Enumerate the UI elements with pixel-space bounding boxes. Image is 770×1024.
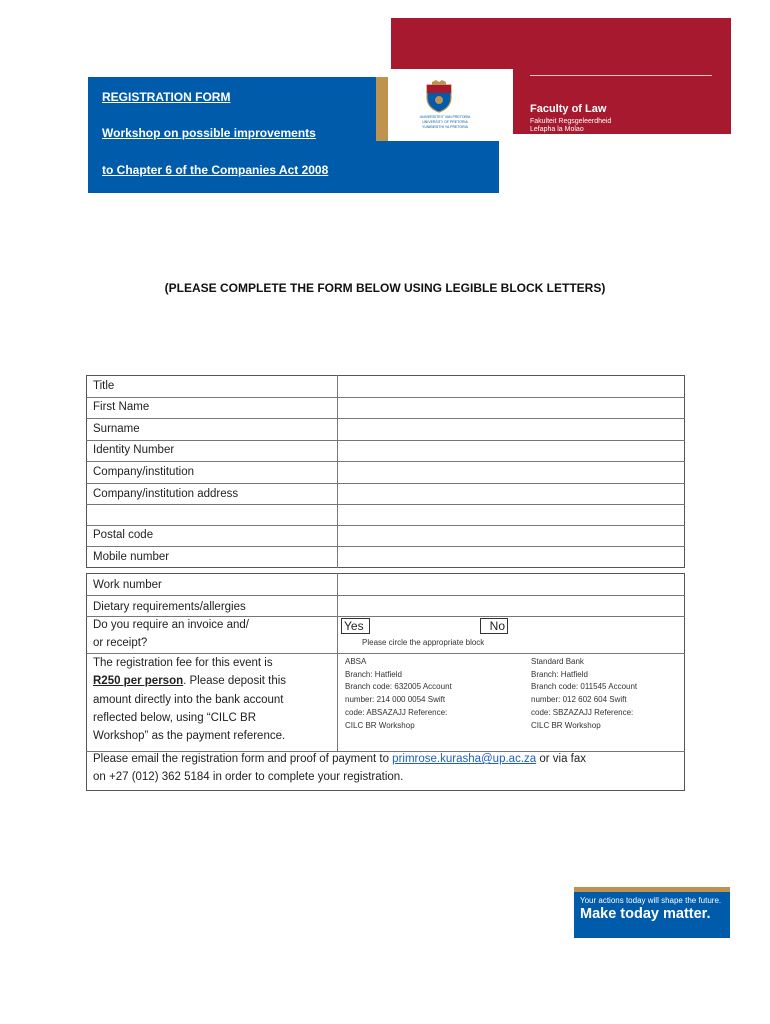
surname-input[interactable] <box>339 419 683 439</box>
email-instruction-line2: on +27 (012) 362 5184 in order to complete your registration. <box>93 771 404 783</box>
banner-rule <box>530 75 712 76</box>
standard-bank-details: Standard Bank Branch: Hatfield Branch code: 011545 Account number: 012 602 604 Swift code: SBZAZAJJ Reference: CILC BR Workshop <box>531 657 638 730</box>
fee-line3: amount directly into the bank account <box>93 694 284 706</box>
invoice-question-line2: or receipt? <box>93 637 148 649</box>
form-instruction: (PLEASE COMPLETE THE FORM BELOW USING LEGIBLE BLOCK LETTERS) <box>164 281 606 295</box>
dietary-input[interactable] <box>339 596 683 615</box>
mobile-number-input[interactable] <box>339 547 683 567</box>
email-instruction-line1: Please email the registration form and proof of payment to primrose.kurasha@up.ac.za or via fax <box>93 753 587 765</box>
fee-line1: The registration fee for this event is <box>93 657 273 669</box>
university-crest-icon <box>424 79 454 113</box>
invoice-no-option[interactable]: No <box>480 618 508 634</box>
company-input[interactable] <box>339 462 683 482</box>
email-link[interactable]: primrose.kurasha@up.ac.za <box>392 753 537 765</box>
field-label-dietary: Dietary requirements/allergies <box>93 601 246 613</box>
form-title: REGISTRATION FORM <box>102 90 231 104</box>
field-label-work-number: Work number <box>93 579 162 591</box>
absa-bank-details: ABSA Branch: Hatfield Branch code: 632005 Account number: 214 000 0054 Swift code: ABSAZAJJ Reference: CILC BR Workshop <box>345 657 452 730</box>
fee-line2 <box>93 675 286 687</box>
logo-text-afrikaans: UNIVERSITEIT VAN PRETORIA <box>419 115 471 119</box>
faculty-name-sepedi: Lefapha la Molao <box>530 126 584 133</box>
invoice-question-line1: Do you require an invoice and/ <box>93 619 249 631</box>
workshop-subtitle: to Chapter 6 of the Companies Act 2008 <box>102 163 329 177</box>
field-label-title: Title <box>93 380 115 392</box>
slogan-tagline: Your actions today will shape the future. <box>580 896 722 905</box>
fee-line5: Workshop” as the payment reference. <box>93 730 286 742</box>
faculty-name-afrikaans: Fakulteit Regsgeleerdheid <box>530 118 612 125</box>
slogan-headline: Make today matter. <box>580 906 711 922</box>
field-label-mobile-number: Mobile number <box>93 551 170 563</box>
work-number-input[interactable] <box>339 574 683 594</box>
title-input[interactable] <box>339 376 683 396</box>
company-address-input[interactable] <box>339 484 683 503</box>
field-label-surname: Surname <box>93 423 140 435</box>
identity-number-input[interactable] <box>339 441 683 460</box>
field-label-company: Company/institution <box>93 466 194 478</box>
field-label-company-address: Company/institution address <box>93 488 239 500</box>
postal-code-input[interactable] <box>339 526 683 545</box>
invoice-note: Please circle the appropriate block <box>362 638 485 647</box>
fee-line4: reflected below, using “CILC BR <box>93 712 256 724</box>
workshop-title: Workshop on possible improvements <box>102 126 316 140</box>
university-logo <box>388 69 513 141</box>
logo-text-english: UNIVERSITY OF PRETORIA <box>422 120 468 124</box>
fee-amount: R250 per person <box>93 675 184 687</box>
field-label-postal-code: Postal code <box>93 529 154 541</box>
logo-text-sepedi: YUNIBESITHI YA PRETORIA <box>422 125 468 129</box>
field-label-first-name: First Name <box>93 401 150 413</box>
fee-line2-rest: . Please deposit this <box>183 675 287 687</box>
faculty-name: Faculty of Law <box>530 103 607 115</box>
invoice-yes-option[interactable]: Yes <box>341 618 370 634</box>
gold-strip <box>376 77 388 141</box>
field-label-identity-number: Identity Number <box>93 444 175 456</box>
first-name-input[interactable] <box>339 398 683 417</box>
